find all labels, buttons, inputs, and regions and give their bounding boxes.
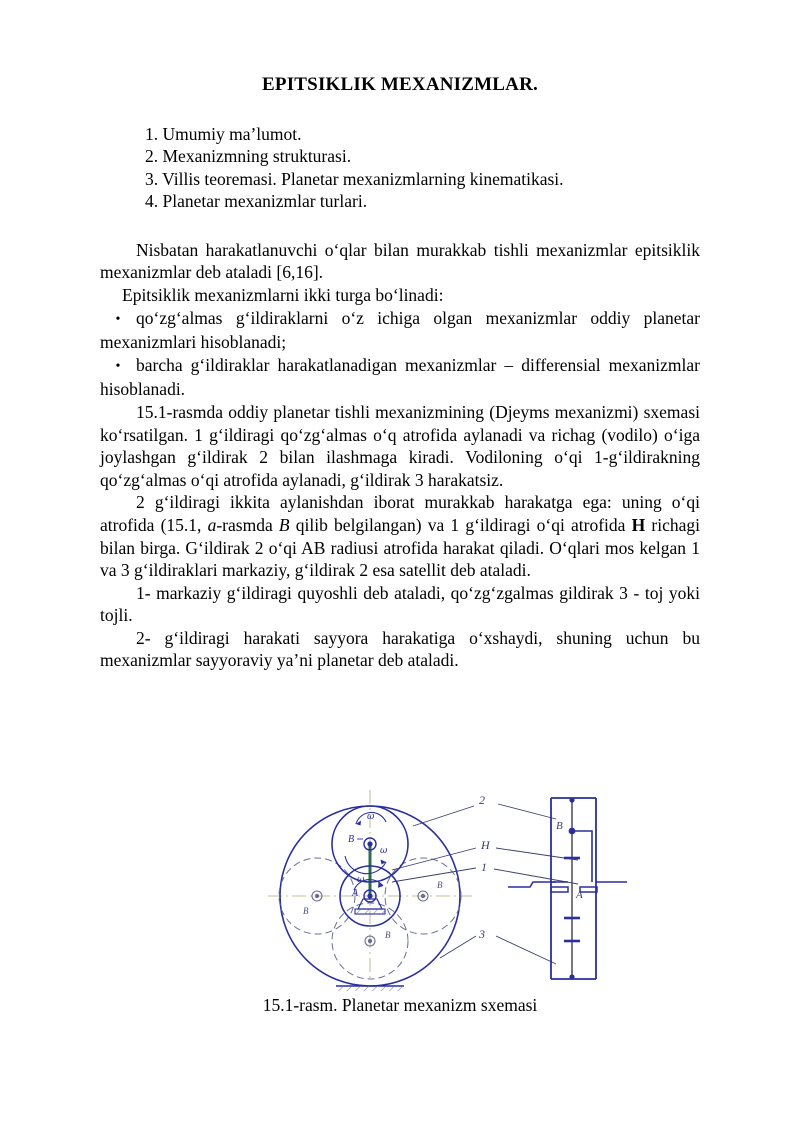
callout-label-1: 1 [481,860,487,874]
paragraph-satellite-motion [100,491,700,581]
bullet-list [100,307,700,401]
planetary-mechanism-schematic [0,786,800,991]
carrier-branch-H [572,831,592,882]
bullet-item-1 [100,307,700,354]
callout-label-H: H [481,838,490,852]
para4-segment-1: 2 g‘ildiragi ikkita aylanishdan iborat murakkab harakatga ega: uning o‘qi atrofida (15.1, [100,492,700,535]
joint-node-bottom [569,974,574,979]
bullet-marker-icon: • [115,311,121,327]
para4-italic-b: B [278,514,290,535]
toc-item-2: 2. Mexanizmning strukturasi. [145,146,352,167]
para4-segment-4: richagi bilan birga. G‘ildirak 2 o‘qi AB radiusi atrofida harakat qiladi. O‘qlari mos kelgan 1 va 3 g‘ildiraklari markaziy, g‘ildirak 2 esa satellit deb ataladi. [100,514,700,581]
table-of-contents [100,97,700,213]
bullet-item-2-text: barcha g‘ildiraklar harakatlanadigan mexanizmlar – differensial mexanizmlar hisoblanadi. [100,354,700,400]
omega-label-satellite-low: ω [380,846,388,856]
paragraph-planetary-naming: 2- g‘ildiragi harakati sayyora harakatiga o‘xshaydi, shuning uchun bu mexanizmlar sayyoraviy ya’ni planetar deb ataladi. [100,627,700,671]
joint-node-top [569,797,574,802]
sun-hub-A-support [355,890,385,914]
toc-item-1: 1. Umumiy ma’lumot. [145,123,302,144]
bullet-item-1-text: qo‘zg‘almas g‘ildiraklarni o‘z ichiga olgan mexanizmlar oddiy planetar mexanizmlari hisoblanadi; [100,307,700,353]
bearing-support-A [508,882,627,892]
leader-line-3a [440,936,476,958]
label-B-bottom: B [385,930,391,940]
bullet-marker-icon: • [115,358,121,374]
toc-item-3: 3. Villis teoremasi. Planetar mexanizmlarning kinematikasi. [145,168,564,189]
paragraph-sun-gear: 1- markaziy g‘ildiragi quyoshli deb ataladi, qo‘zg‘zgalmas gildirak 3 - toj yoki tojli. [100,582,700,626]
callout-label-3: 3 [479,927,485,941]
label-B-satellite: B [348,834,355,845]
page-title: EPITSIKLIK MEXANIZMLAR. [262,74,538,95]
label-A-center: A [352,888,359,899]
omega-arrow-satellite-low [345,856,386,874]
figure-caption: 15.1-rasm. Planetar mexanizm sxemasi [262,995,538,1015]
leader-line-1a [392,868,476,882]
leader-line-2b [498,804,556,819]
para4-segment-2: -rasmda [216,514,279,535]
figure-diagram [0,786,800,991]
omega-label-sun: ω [357,875,365,885]
ring-gear-ground-support [336,986,404,991]
paragraph-figure-description: 15.1-rasmda oddiy planetar tishli mexanizmining (Djeyms mexanizmi) sxemasi ko‘rsatilgan. 1 g‘ildiragi qo‘zg‘almas o‘q atrofida aylanadi va richag (vodilo) o‘iga joylashgan g‘ildirak 2 bilan ilashmaga kiradi. Vodiloning o‘qi 1-g‘ildirakning qo‘zg‘almas o‘qi atrofida aylanadi, g‘ildirak 3 harakatsiz. [100,401,700,490]
label-B-schema: B [556,820,563,832]
toc-item-4: 4. Planetar mexanizmlar turlari. [145,191,368,212]
paragraph-two-types: Epitsiklik mexanizmlarni ikki turga bo‘linadi: [122,284,444,305]
gear-front-view [268,790,472,991]
label-A-schema: A [576,889,583,901]
bullet-item-2 [100,354,700,401]
leader-line-3b [496,936,556,964]
callout-label-2: 2 [479,793,485,807]
paragraph-intro: Nisbatan harakatlanuvchi o‘qlar bilan murakkab tishli mexanizmlar epitsiklik mexanizmlar deb ataladi [6,16]. [100,239,700,283]
omega-label-satellite-top: ω [367,812,375,822]
label-B-right: B [437,880,443,890]
kinematic-side-schematic [508,797,627,979]
para4-bold-h: H [631,514,646,535]
leader-line-2a [413,806,474,826]
label-B-left: B [303,906,309,916]
document-content [100,0,700,672]
figure-block [0,786,800,1016]
joint-node-B [569,828,576,835]
para4-italic-a: a [207,514,217,535]
para4-segment-3: qilib belgilangan) va 1 g‘ildiragi o‘qi atrofida [289,514,632,535]
body-text [100,213,700,672]
